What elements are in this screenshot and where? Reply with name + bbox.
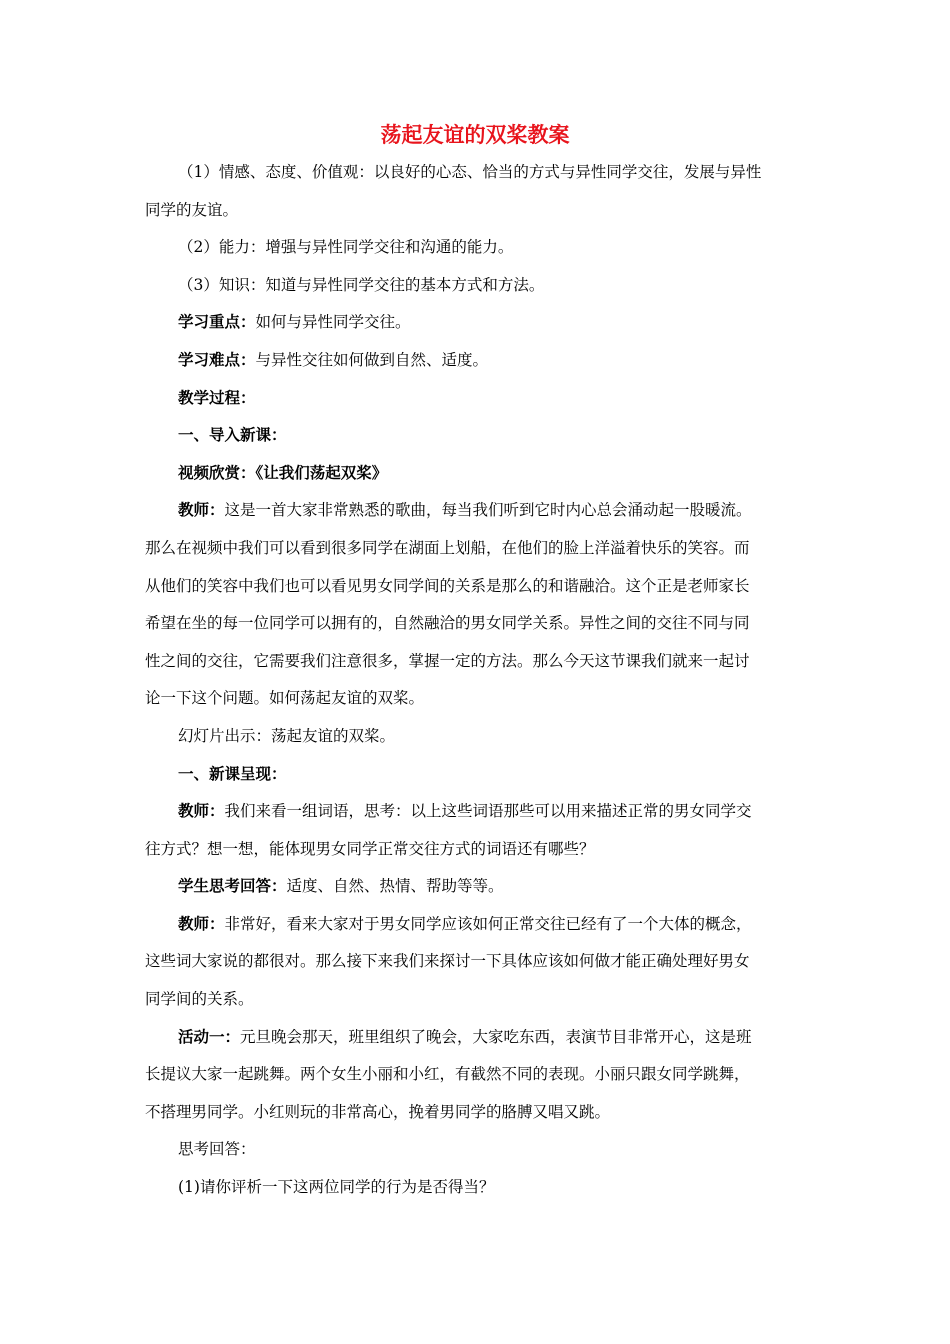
teacher-2-label: 教师：: [178, 802, 225, 821]
key-point-label: 学习重点：: [178, 313, 256, 332]
student-answer: [145, 868, 808, 906]
difficulty-text: 与异性交往如何做到自然、适度。: [255, 350, 489, 369]
teacher-2-line-1: [145, 793, 808, 831]
process-heading: 教学过程：: [178, 388, 256, 407]
teacher-3-line-1: [145, 906, 808, 944]
teacher-3-line-3: 同学间的关系。: [145, 990, 254, 1009]
teacher-3-line-2: 这些词大家说的都很对。那么接下来我们来探讨一下具体应该如何做才能正确处理好男女: [145, 952, 750, 971]
question-1: (1)请你评析一下这两位同学的行为是否得当？: [178, 1178, 495, 1197]
difficulty-point: [145, 342, 808, 380]
section-2-heading: 一、新课呈现：: [178, 764, 287, 783]
teacher-3-label: 教师：: [178, 914, 225, 933]
teacher-1-label: 教师：: [178, 501, 225, 520]
objective-1-line-1: （1）情感、态度、价值观：以良好的心态、恰当的方式与异性同学交往，发展与异性: [178, 163, 762, 181]
teacher-1-line-6: 论一下这个问题。如何荡起友谊的双桨。: [145, 689, 425, 708]
teacher-1-line-2: 那么在视频中我们可以看到很多同学在湖面上划船，在他们的脸上洋溢着快乐的笑容。而: [145, 538, 750, 557]
key-point: [145, 304, 808, 342]
teacher-1-line-3: 从他们的笑容中我们也可以看见男女同学间的关系是那么的和谐融洽。这个正是老师家长: [145, 576, 750, 595]
teacher-1-line-1: [145, 492, 808, 530]
teacher-1-line-4: 希望在坐的每一位同学可以拥有的，自然融洽的男女同学关系。异性之间的交往不同与同: [145, 614, 750, 633]
student-text: 适度、自然、热情、帮助等等。: [286, 877, 504, 896]
section-1-heading: 一、导入新课：: [178, 426, 287, 445]
activity-text: 元旦晚会那天，班里组织了晚会，大家吃东西，表演节目非常开心，这是班: [240, 1027, 752, 1046]
objective-3: （3）知识：知道与异性同学交往的基本方式和方法。: [178, 275, 545, 294]
activity-line-3: 不搭理男同学。小红则玩的非常高心，挽着男同学的胳膊又唱又跳。: [145, 1102, 611, 1121]
activity-line-1: [145, 1019, 808, 1057]
document-body: [145, 154, 808, 1207]
difficulty-label: 学习难点：: [178, 350, 256, 369]
key-point-text: 如何与异性同学交往。: [255, 313, 411, 332]
teacher-2-text: 我们来看一组词语，思考：以上这些词语那些可以用来描述正常的男女同学交: [224, 802, 752, 821]
activity-line-2: 长提议大家一起跳舞。两个女生小丽和小红，有截然不同的表现。小丽只跟女同学跳舞，: [145, 1065, 750, 1084]
objective-2: （2）能力：增强与异性同学交往和沟通的能力。: [178, 238, 514, 257]
teacher-2-line-2: 往方式？想一想，能体现男女同学正常交往方式的词语还有哪些？: [145, 839, 595, 858]
teacher-1-line-5: 性之间的交往，它需要我们注意很多，掌握一定的方法。那么今天这节课我们就来一起讨: [145, 651, 750, 670]
document-title: 荡起友谊的双桨教案: [380, 123, 570, 147]
teacher-1-text: 这是一首大家非常熟悉的歌曲，每当我们听到它时内心总会涌动起一股暖流。: [224, 501, 752, 520]
slide-text: 幻灯片出示：荡起友谊的双桨。: [178, 726, 396, 745]
think-heading: 思考回答：: [178, 1140, 256, 1159]
student-label: 学生思考回答：: [178, 877, 287, 896]
activity-label: 活动一：: [178, 1027, 241, 1046]
objective-1-line-2: 同学的友谊。: [145, 200, 239, 219]
video-heading: 视频欣赏：《让我们荡起双桨》: [178, 463, 388, 482]
teacher-3-text: 非常好，看来大家对于男女同学应该如何正常交往已经有了一个大体的概念，: [224, 914, 752, 933]
